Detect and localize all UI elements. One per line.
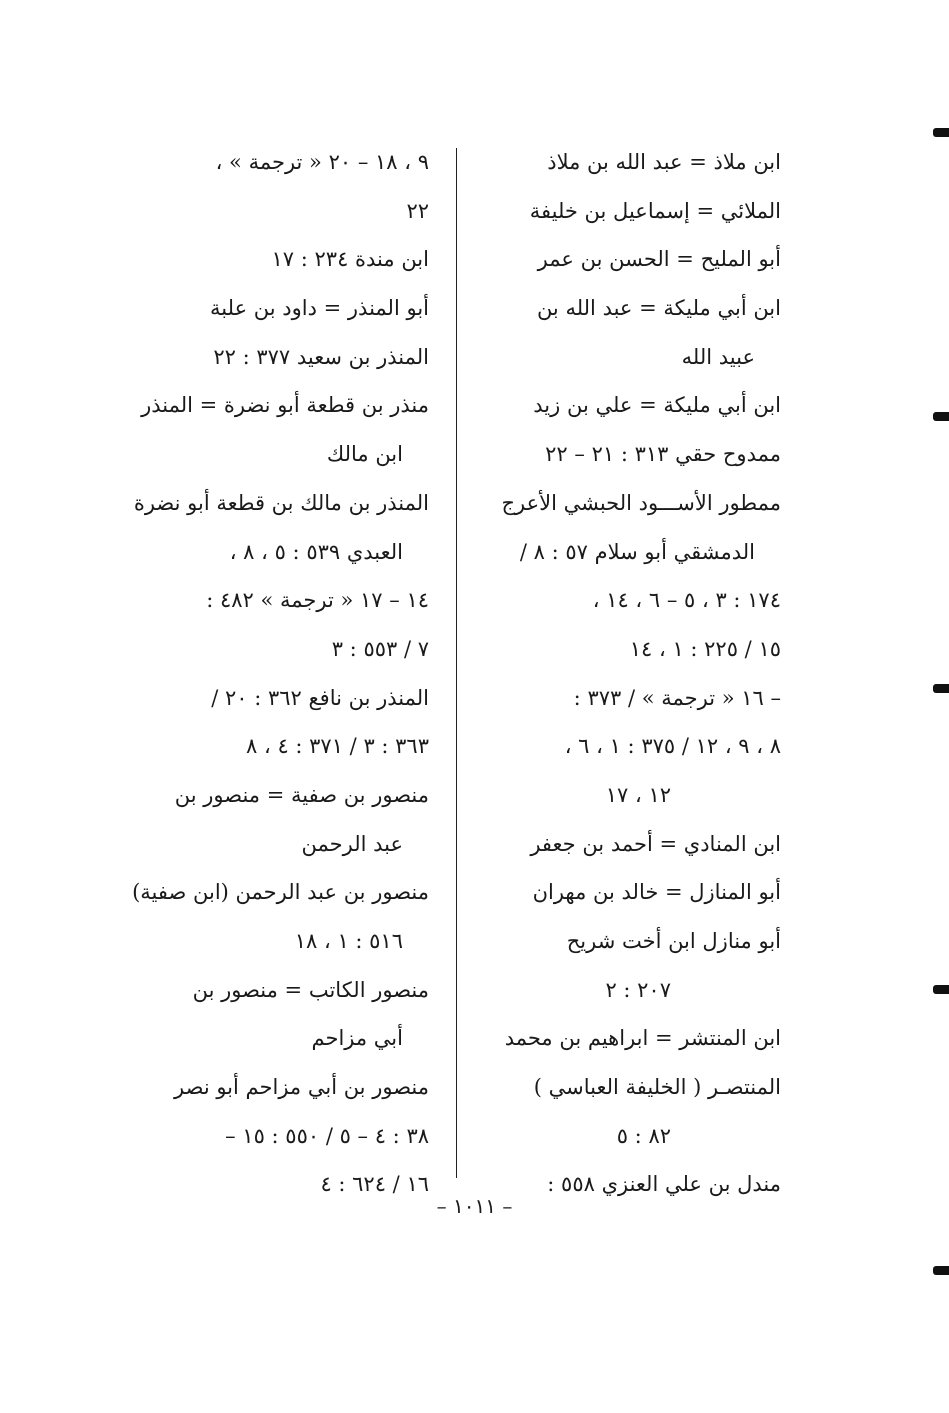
page-number: – ١٠١١ – <box>436 1194 513 1218</box>
index-entry: منصور بن صفية = منصور بن <box>174 782 429 807</box>
index-entry-continuation: ١٧٤ : ٣ ، ٥ – ٦ ، ١٤ ، <box>592 588 781 613</box>
index-entry: منصور بن أبي مزاحم أبو نصر <box>174 1075 429 1100</box>
index-entry: منصور بن عبد الرحمن (ابن صفية) <box>132 880 429 905</box>
index-entry: الملائي = إسماعيل بن خليفة <box>529 198 781 223</box>
index-entry: أبو منازل ابن أخت شريح <box>566 929 781 953</box>
index-entry-continuation: ٢٠٧ : ٢ <box>605 977 671 1002</box>
index-entry-continuation: ٢٢ <box>406 198 429 223</box>
index-entry-continuation: ١٦ / ٦٢٤ : ٤ <box>320 1172 429 1197</box>
index-entry-continuation: أبي مزاحم <box>311 1026 403 1051</box>
index-entry-continuation: ١٢ ، ١٧ <box>605 782 671 807</box>
index-entry: المنذر بن نافع ٣٦٢ : ٢٠ / <box>211 685 429 710</box>
scan-edge-mark <box>933 1266 949 1275</box>
column-divider <box>456 148 457 1178</box>
index-column-right <box>481 138 781 1209</box>
index-entry-continuation: ١٥ / ٢٢٥ : ١ ، ١٤ <box>629 636 781 661</box>
index-entry-continuation: ٧ / ٥٥٣ : ٣ <box>331 636 429 661</box>
index-entry: ابن المنادي = أحمد بن جعفر <box>530 831 781 856</box>
index-entry-continuation: ٥١٦ : ١ ، ١٨ <box>294 929 403 953</box>
index-entry: ابن أبي مليكة = عبد الله بن <box>536 296 781 321</box>
scan-edge-mark <box>933 412 949 421</box>
index-entry-continuation: عبيد الله <box>681 344 755 369</box>
index-entry: ممدوح حقي ٣١٣ : ٢١ – ٢٢ <box>545 442 781 467</box>
index-entry-continuation: ٣٦٣ : ٣ / ٣٧١ : ٤ ، ٨ <box>246 734 429 759</box>
index-entry: أبو المليح = الحسن بن عمر <box>537 247 781 272</box>
scan-edge-mark <box>933 128 949 137</box>
index-entry: منصور الكاتب = منصور بن <box>192 977 429 1002</box>
index-entry-continuation: ٣٨ : ٤ – ٥ / ٥٥٠ : ١٥ – <box>225 1123 429 1148</box>
index-entry: أبو المنذر = داود بن علبة <box>210 296 429 321</box>
index-entry-continuation: ١٤ – ١٧ « ترجمة » ٤٨٢ : <box>206 588 429 613</box>
index-entry: المنذر بن سعيد ٣٧٧ : ٢٢ <box>213 344 429 369</box>
index-entry-continuation: الدمشقي أبو سلام ٥٧ : ٨ / <box>519 539 755 564</box>
index-entry-continuation: العبدي ٥٣٩ : ٥ ، ٨ ، <box>229 539 403 564</box>
scan-edge-mark <box>933 684 949 693</box>
index-entry: ممطور الأســـود الحبشي الأعرج <box>501 490 781 515</box>
index-entry: ابن مندة ٢٣٤ : ١٧ <box>271 247 429 272</box>
index-entry: المنذر بن مالك بن قطعة أبو نضرة <box>133 490 429 515</box>
index-entry-continuation: ابن مالك <box>326 442 403 467</box>
index-entry: أبو المنازل = خالد بن مهران <box>532 880 781 905</box>
index-entry: ابن ملاذ = عبد الله بن ملاذ <box>547 150 781 174</box>
index-column-left <box>129 138 429 1209</box>
index-entry-continuation: المنتصـر ( الخليفة العباسي ) <box>533 1075 781 1100</box>
index-entry: ابن المنتشر = ابراهيم بن محمد <box>504 1026 781 1051</box>
index-entry: منذر بن قطعة أبو نضرة = المنذر <box>141 393 429 418</box>
index-entry-continuation: – ١٦ « ترجمة » / ٣٧٣ : <box>573 685 781 710</box>
index-entry-continuation: ٩ ، ١٨ – ٢٠ « ترجمة » ، <box>215 150 429 174</box>
index-entry-continuation: ٨ ، ٩ ، ١٢ / ٣٧٥ : ١ ، ٦ ، <box>564 734 781 759</box>
index-entry: مندل بن علي العنزي ٥٥٨ : <box>547 1172 781 1197</box>
index-entry: ابن أبي مليكة = علي بن زيد <box>533 393 781 418</box>
scan-edge-mark <box>933 985 949 994</box>
index-entry-continuation: ٨٢ : ٥ <box>616 1123 671 1148</box>
index-entry-continuation: عبد الرحمن <box>301 831 403 856</box>
